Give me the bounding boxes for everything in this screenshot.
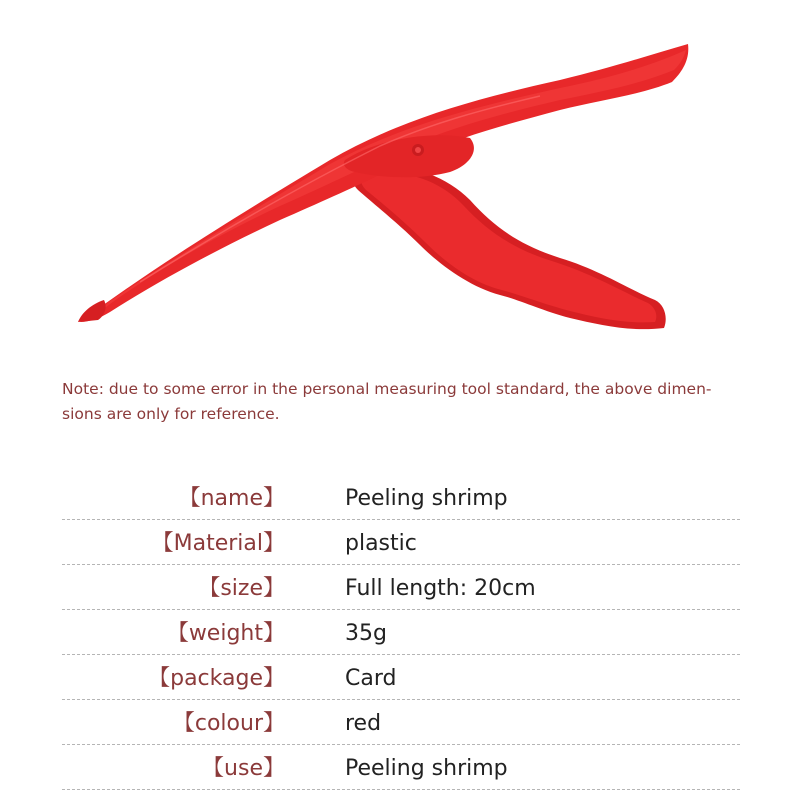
spec-row-weight [62,610,740,655]
spec-label: 【weight】 [166,621,285,646]
spec-value: plastic [345,531,417,556]
spec-row-name [62,475,740,520]
spec-table [62,475,740,790]
spec-row-use [62,745,740,790]
spec-value: Peeling shrimp [345,486,508,511]
spec-value: Peeling shrimp [345,756,508,781]
note-line-1: Note: due to some error in the personal measuring tool standard, the above dimen- [62,380,712,398]
shrimp-peeler-tool-icon [78,44,688,329]
spec-value: Full length: 20cm [345,576,536,601]
spec-row-package [62,655,740,700]
spec-row-material [62,520,740,565]
spec-label: 【use】 [202,756,285,781]
product-image [0,0,800,360]
spec-label: 【package】 [148,666,285,691]
spec-label: 【size】 [198,576,285,601]
spec-row-colour [62,700,740,745]
measurement-note [62,377,762,427]
spec-value: Card [345,666,397,691]
spec-label: 【name】 [178,486,285,511]
spec-label: 【Material】 [151,531,285,556]
spec-value: red [345,711,382,736]
spec-value: 35g [345,621,387,646]
spec-label: 【colour】 [172,711,285,736]
note-line-2: sions are only for reference. [62,405,280,423]
spec-row-size [62,565,740,610]
